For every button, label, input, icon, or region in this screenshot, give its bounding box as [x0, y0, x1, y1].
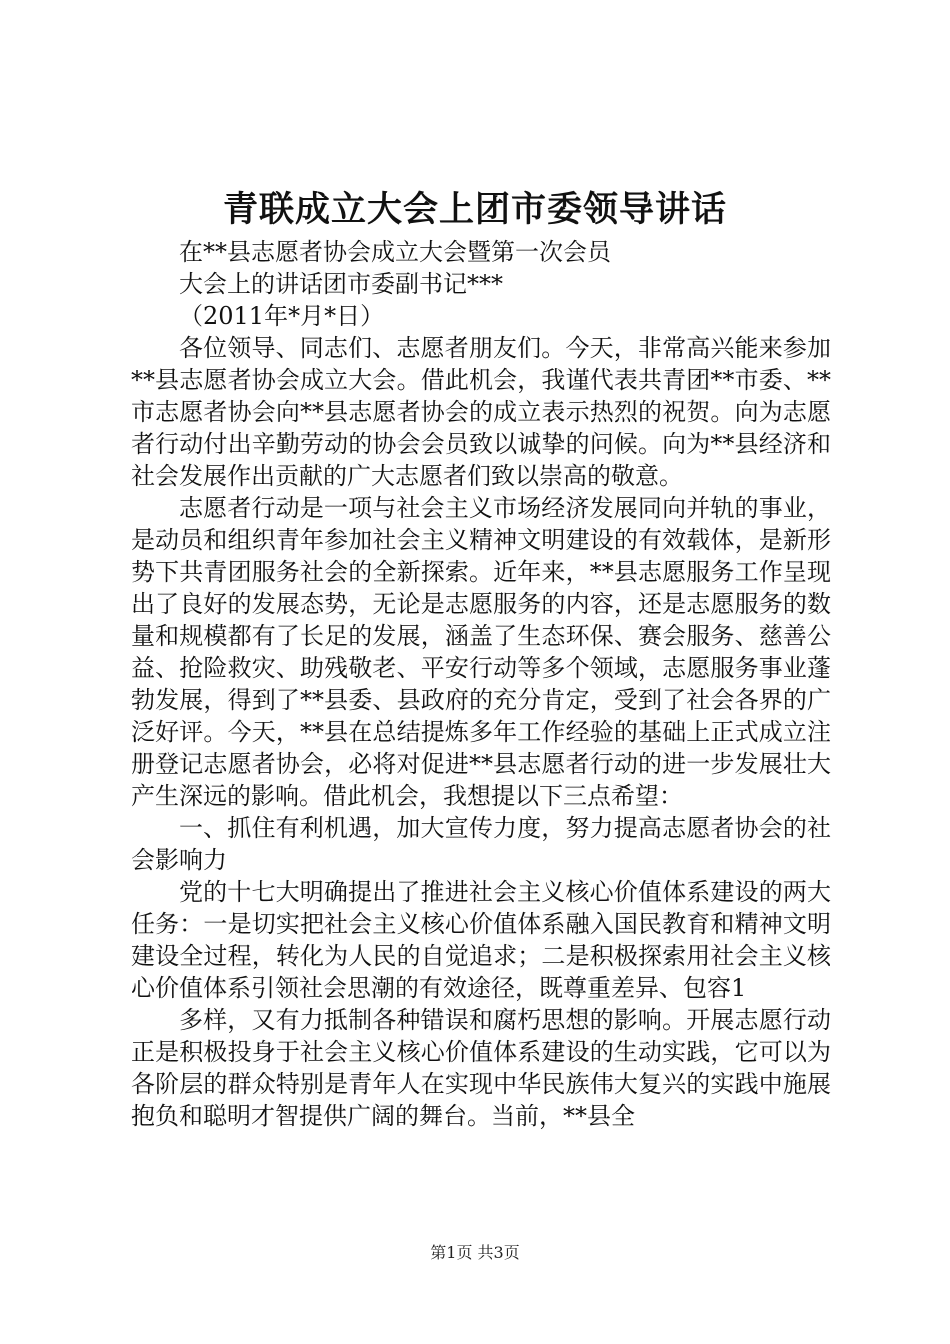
header-line: 在**县志愿者协会成立大会暨第一次会员: [179, 238, 611, 266]
paragraph: 各位领导、同志们、志愿者朋友们。今天，非常高兴能来参加**县志愿者协会成立大会。借此机会，我谨代表共青团**市委、**市志愿者协会向**县志愿者协会的成立表示热烈的祝贺。向为志愿者行动付出辛勤劳动的协会会员致以诚挚的问候。向为**县经济和社会发展作出贡献的广大志愿者们致以崇高的敬意。: [131, 334, 831, 490]
header-line: （2011年*月*日）: [179, 302, 385, 330]
document-body: [131, 236, 831, 1132]
header-line: 大会上的讲话团市委副书记***: [179, 270, 503, 298]
paragraph: 志愿者行动是一项与社会主义市场经济发展同向并轨的事业，是动员和组织青年参加社会主义精神文明建设的有效载体，是新形势下共青团服务社会的全新探索。近年来，**县志愿服务工作呈现出了良好的发展态势，无论是志愿服务的内容，还是志愿服务的数量和规模都有了长足的发展，涵盖了生态环保、赛会服务、慈善公益、抢险救灾、助残敬老、平安行动等多个领域，志愿服务事业蓬勃发展，得到了**县委、县政府的充分肯定，受到了社会各界的广泛好评。今天，**县在总结提炼多年工作经验的基础上正式成立注册登记志愿者协会，必将对促进**县志愿者行动的进一步发展壮大产生深远的影响。借此机会，我想提以下三点希望：: [131, 494, 831, 810]
page-footer: 第1页 共3页: [430, 1243, 520, 1262]
section-heading: 一、抓住有利机遇，加大宣传力度，努力提高志愿者协会的社会影响力: [131, 814, 831, 874]
document-title: 青联成立大会上团市委领导讲话: [222, 189, 727, 230]
paragraph: 多样，又有力抵制各种错误和腐朽思想的影响。开展志愿行动正是积极投身于社会主义核心价值体系建设的生动实践，它可以为各阶层的群众特别是青年人在实现中华民族伟大复兴的实践中施展抱负和聪明才智提供广阔的舞台。当前，**县全: [131, 1006, 831, 1130]
paragraph: 党的十七大明确提出了推进社会主义核心价值体系建设的两大任务：一是切实把社会主义核心价值体系融入国民教育和精神文明建设全过程，转化为人民的自觉追求；二是积极探索用社会主义核心价值体系引领社会思潮的有效途径，既尊重差异、包容1: [131, 878, 831, 1002]
